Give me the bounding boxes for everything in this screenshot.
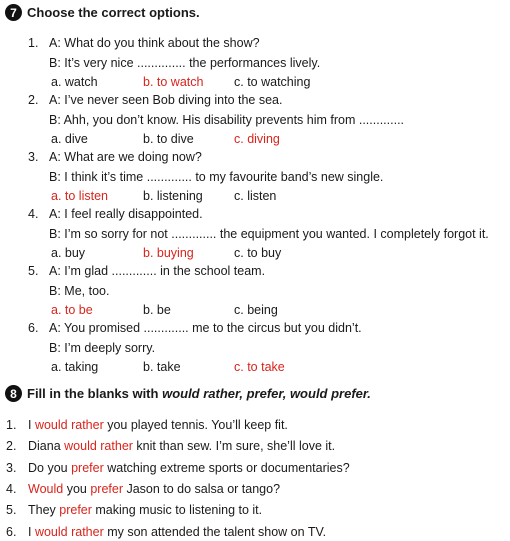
sentence-text: They (28, 503, 60, 518)
answer-option: b. listening (143, 189, 203, 203)
speaker-a-line: A: I’ve never seen Bob diving into the sea. (49, 93, 283, 107)
section-title: Fill in the blanks with would rather, prefer, would prefer. (27, 386, 371, 401)
speaker-b-line: B: It’s very nice .............. the performances lively. (49, 55, 321, 70)
sentence-text: my son attended the talent show on TV. (103, 524, 327, 539)
sentence-text: I (28, 524, 35, 539)
section-number-badge: 8 (5, 385, 22, 402)
answer-option: c. diving (234, 132, 280, 146)
sentence (28, 503, 262, 517)
answer-option: c. listen (234, 189, 277, 203)
answer-option: a. buy (51, 246, 86, 260)
sentence (28, 418, 288, 432)
answer-text: prefer (90, 481, 123, 496)
question-number: 2. (28, 93, 39, 107)
sentence-text: you (63, 481, 91, 496)
speaker-a-line: A: You promised ............. me to the circus but you didn’t. (49, 321, 362, 335)
answer-text: Would (28, 481, 64, 496)
question-number: 1. (6, 418, 17, 432)
section-8-header (5, 385, 371, 402)
sentence (28, 482, 280, 496)
sentence-text: you played tennis. You’ll keep fit. (103, 418, 288, 432)
answer-option: a. taking (51, 360, 99, 374)
question-number: 6. (6, 524, 17, 539)
question-number: 3. (6, 460, 17, 475)
sentence (28, 525, 326, 539)
answer-option: b. to watch (143, 75, 204, 89)
question-number: 3. (28, 150, 39, 164)
answer-option: c. being (234, 303, 278, 317)
speaker-b-line: B: I’m so sorry for not ............. the equipment you wanted. I completely forgot it. (49, 226, 489, 241)
section-title: Choose the correct options. (27, 5, 200, 20)
answer-text: would rather (64, 439, 133, 454)
answer-option: b. to dive (143, 132, 194, 146)
question-number: 1. (28, 36, 39, 50)
answer-option: c. to take (234, 360, 285, 374)
sentence-text: watching extreme sports or documentaries? (103, 460, 350, 475)
answer-option: a. dive (51, 132, 88, 146)
question-number: 5. (6, 503, 17, 518)
answer-option: b. buying (143, 246, 194, 260)
section-number-badge: 7 (5, 4, 22, 21)
sentence-text: making music to listening to it. (91, 503, 263, 518)
speaker-b-line: B: I’m deeply sorry. (49, 340, 156, 355)
speaker-a-line: A: I’m glad ............. in the school team. (49, 264, 266, 278)
question-number: 4. (6, 481, 17, 496)
sentence-text: Diana (28, 439, 65, 454)
answer-option: a. watch (51, 75, 98, 89)
sentence-text: Jason to do salsa or tango? (122, 481, 281, 496)
answer-option: c. to watching (234, 75, 311, 89)
answer-option: b. be (143, 303, 171, 317)
speaker-a-line: A: What do you think about the show? (49, 36, 260, 50)
answer-option: b. take (143, 360, 181, 374)
speaker-b-line: B: Me, too. (49, 283, 110, 298)
sentence-text: Do you (28, 460, 72, 475)
speaker-a-line: A: I feel really disappointed. (49, 207, 203, 221)
sentence (28, 439, 335, 453)
answer-text: prefer (71, 460, 104, 475)
answer-text: would rather (34, 524, 104, 539)
section-7-header (5, 4, 200, 21)
question-number: 5. (28, 264, 39, 278)
speaker-b-line: B: I think it’s time ............. to my favourite band’s new single. (49, 169, 384, 184)
answer-option: c. to buy (234, 246, 282, 260)
speaker-a-line: A: What are we doing now? (49, 150, 202, 164)
answer-option: a. to listen (51, 189, 108, 203)
sentence-text: knit than sew. I’m sure, she’ll love it. (132, 439, 336, 454)
answer-text: would rather (34, 418, 104, 432)
answer-text: prefer (59, 503, 92, 518)
sentence-text: I (28, 418, 35, 432)
question-number: 2. (6, 439, 17, 454)
speaker-b-line: B: Ahh, you don’t know. His disability prevents him from ............. (49, 112, 405, 127)
sentence (28, 461, 350, 475)
question-number: 4. (28, 207, 39, 221)
question-number: 6. (28, 321, 39, 335)
answer-option: a. to be (51, 303, 93, 317)
